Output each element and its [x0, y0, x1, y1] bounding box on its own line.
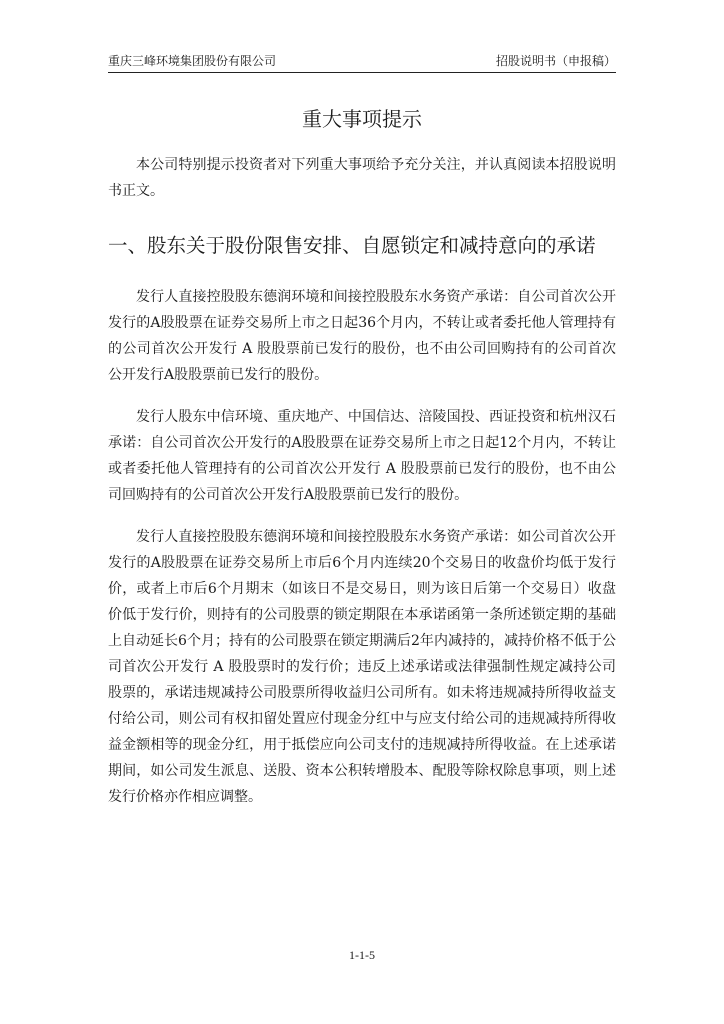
body-paragraph: 发行人直接控股股东德润环境和间接控股股东水务资产承诺：自公司首次公开发行的A股股票在证券交易所上市之日起36个月内，不转让或者委托他人管理持有的公司首次公开发行 A 股股票前已发行的股份，也不由公司回购持有的公司首次公开发行A股股票前已发行的股份。 — [108, 289, 616, 383]
header-document-type: 招股说明书（申报稿） — [495, 54, 616, 68]
intro-paragraph: 本公司特别提示投资者对下列重大事项给予充分关注，并认真阅读本招股说明书正文。 — [108, 157, 616, 199]
page-title: 重大事项提示 — [302, 107, 422, 131]
body-paragraph: 发行人股东中信环境、重庆地产、中国信达、涪陵国投、西证投资和杭州汉石承诺：自公司首次公开发行的A股股票在证券交易所上市之日起12个月内，不转让或者委托他人管理持有的公司首次公开发行 A 股股票前已发行的股份，也不由公司回购持有的公司首次公开发行A股股票前已发行的股份。 — [108, 409, 616, 503]
section-heading: 一、股东关于股份限售安排、自愿锁定和减持意向的承诺 — [108, 234, 596, 257]
page-header — [108, 50, 616, 73]
header-company-name: 重庆三峰环境集团股份有限公司 — [108, 54, 277, 68]
page-number: 1-1-5 — [349, 948, 375, 962]
body-paragraph: 发行人直接控股股东德润环境和间接控股股东水务资产承诺：如公司首次公开发行的A股股票在证券交易所上市后6个月内连续20个交易日的收盘价均低于发行价，或者上市后6个月期末（如该日不是交易日，则为该日后第一个交易日）收盘价低于发行价，则持有的公司股票的锁定期限在本承诺函第一条所述锁定期的基础上自动延长6个月；持有的公司股票在锁定期满后2年内减持的，减持价格不低于公司首次公开发行 A 股股票时的发行价；违反上述承诺或法律强制性规定减持公司股票的，承诺违规减持公司股票所得收益归公司所有。如未将违规减持所得收益支付给公司，则公司有权扣留处置应付现金分红中与应支付给公司的违规减持所得收益金额相等的现金分红，用于抵偿应向公司支付的违规减持所得收益。在上述承诺期间，如公司发生派息、送股、资本公积转增股本、配股等除权除息事项，则上述发行价格亦作相应调整。 — [108, 529, 616, 805]
